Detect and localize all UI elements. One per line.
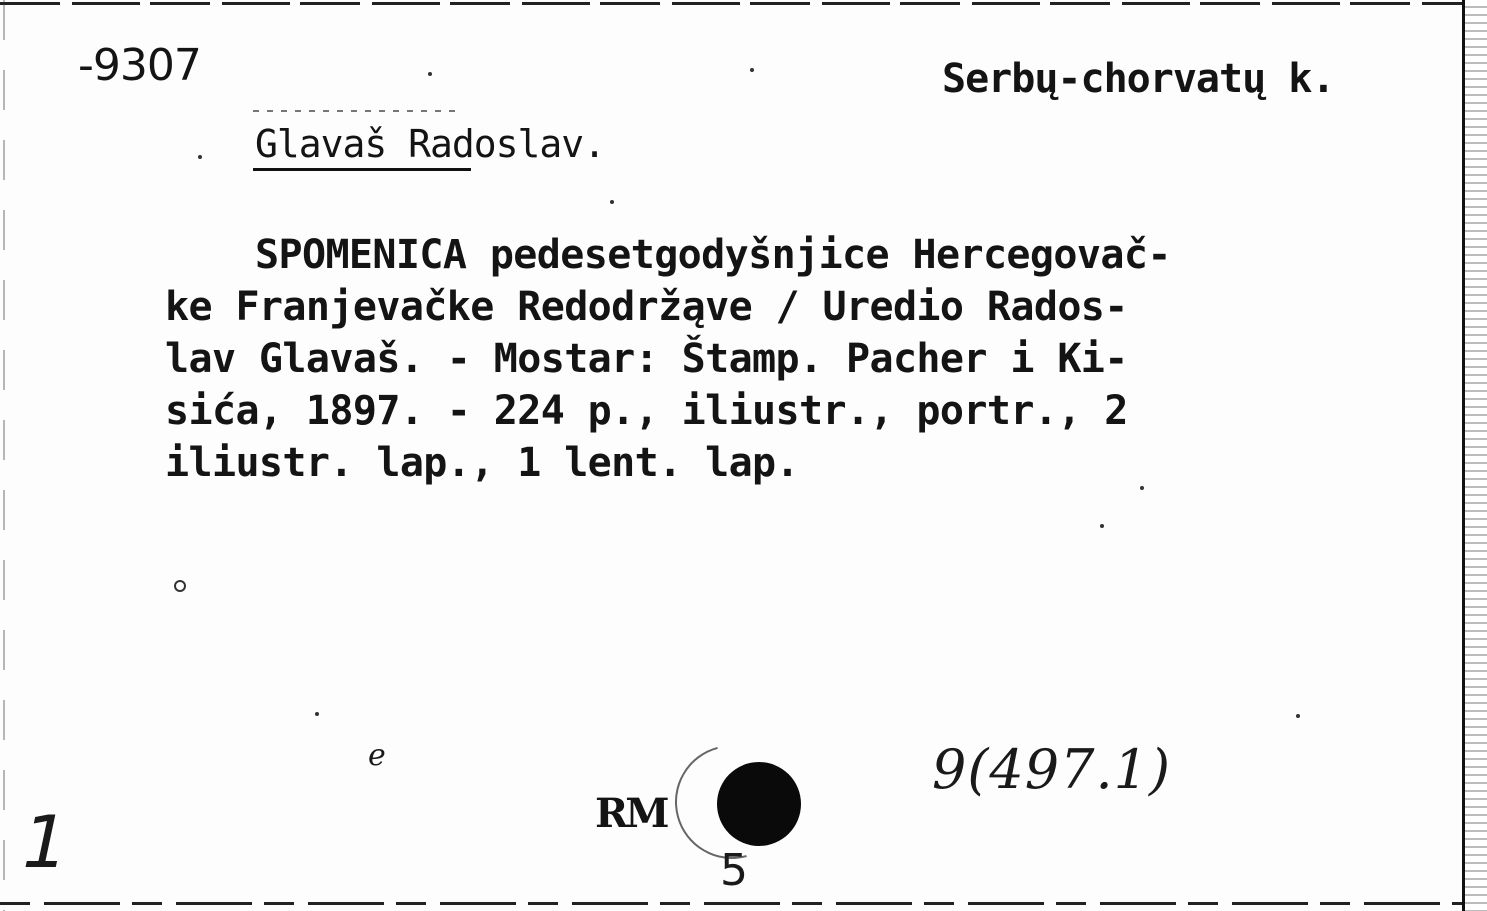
description-line: sića, 1897. - 224 p., iliustr., portr., 2: [165, 388, 1128, 434]
classification-number: 9(497.1): [932, 738, 1172, 801]
speck: [1100, 524, 1104, 528]
description-line: iliustr. lap., 1 lent. lap.: [165, 440, 800, 486]
card-bottom-edge: [0, 902, 1462, 905]
description-line: SPOMENICA pedesetgodyšnjice Hercegovač-: [255, 232, 1171, 278]
stamp-label: RM: [595, 790, 667, 837]
collection-label: Serbų-chorvatų k.: [942, 56, 1335, 102]
stamp-number: 5: [720, 845, 748, 896]
speck: [1296, 714, 1300, 718]
card-left-edge: [3, 0, 5, 911]
speck: [198, 155, 202, 159]
small-circle-mark: [174, 580, 186, 592]
speck: [315, 712, 319, 716]
page-number: 1: [13, 800, 77, 884]
speck: [750, 68, 754, 72]
stamp-dot: [717, 762, 801, 846]
speck: [610, 200, 614, 204]
card-top-edge: [0, 2, 1470, 5]
description-line: ke Franjevačke Redodržąve / Uredio Rados-: [165, 284, 1128, 330]
speck: [428, 72, 432, 76]
author-dotted-mark: [253, 110, 463, 112]
card-right-edge: [1462, 0, 1487, 911]
speck: [1140, 486, 1144, 490]
author-heading: Glavaš Radoslav.: [255, 122, 606, 166]
description-line: lav Glavaš. - Mostar: Štamp. Pacher i Ki-: [165, 336, 1128, 382]
call-number: -9307: [78, 40, 201, 91]
author-underline: [253, 168, 471, 171]
handwritten-mark: e: [368, 738, 386, 773]
